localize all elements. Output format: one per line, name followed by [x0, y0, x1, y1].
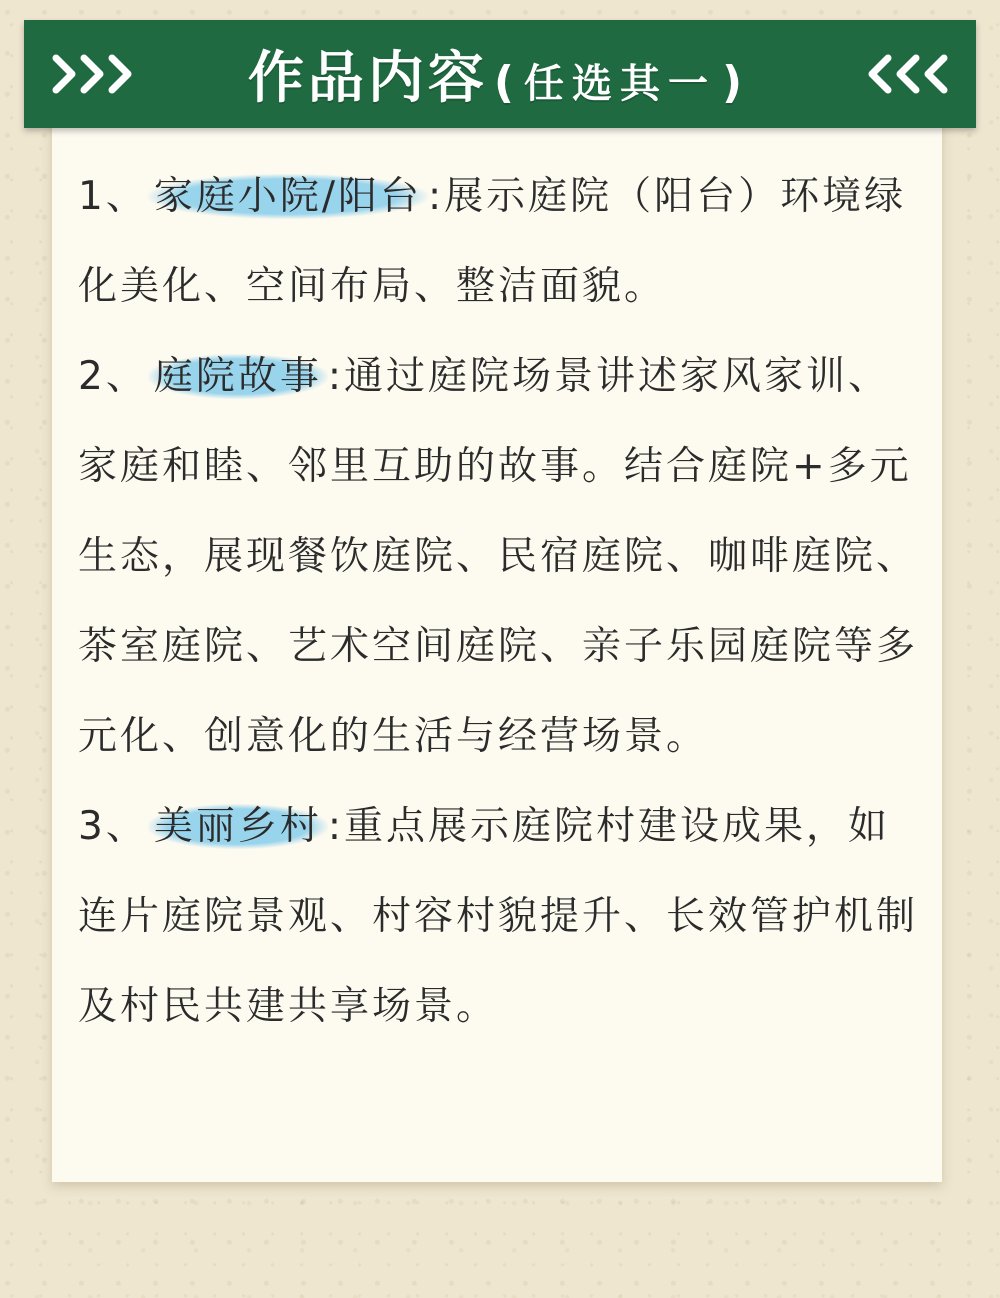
- list-item-3: [78, 782, 918, 1052]
- title-paren-open: (: [493, 57, 518, 108]
- torn-paper-edge: [52, 1120, 942, 1200]
- item-keyword: 家庭小院/阳台: [148, 174, 428, 219]
- item-text: 重点展示庭院村建设成果，如连片庭院景观、村容村貌提升、长效管护机制及村民共建共享场景。: [78, 804, 919, 1029]
- item-number: 3、: [78, 804, 148, 849]
- chevrons-left-icon: [856, 50, 952, 98]
- content-list: [78, 152, 918, 1052]
- title-paren-close: ): [722, 57, 747, 108]
- list-item-2: [78, 332, 918, 782]
- item-text: 展示庭院（阳台）环境绿化美化、空间布局、整洁面貌。: [78, 174, 907, 309]
- item-colon: :: [427, 174, 445, 219]
- item-colon: :: [327, 804, 344, 849]
- item-colon: :: [327, 354, 344, 399]
- item-text: 通过庭院场景讲述家风家训、家庭和睦、邻里互助的故事。结合庭院+多元生态，展现餐饮庭院、民宿庭院、咖啡庭院、茶室庭院、艺术空间庭院、亲子乐园庭院等多元化、创意化的生活与经营场景。: [78, 354, 919, 759]
- item-number: 2、: [78, 354, 148, 399]
- title-main: 作品内容: [247, 46, 488, 111]
- item-number: 1、: [78, 174, 148, 219]
- header-banner: [24, 20, 976, 128]
- title-subtitle: 任选其一: [524, 61, 716, 107]
- list-item-1: [78, 152, 918, 332]
- item-keyword: 庭院故事: [148, 354, 328, 399]
- item-keyword: 美丽乡村: [148, 804, 328, 849]
- page-title: [248, 34, 752, 114]
